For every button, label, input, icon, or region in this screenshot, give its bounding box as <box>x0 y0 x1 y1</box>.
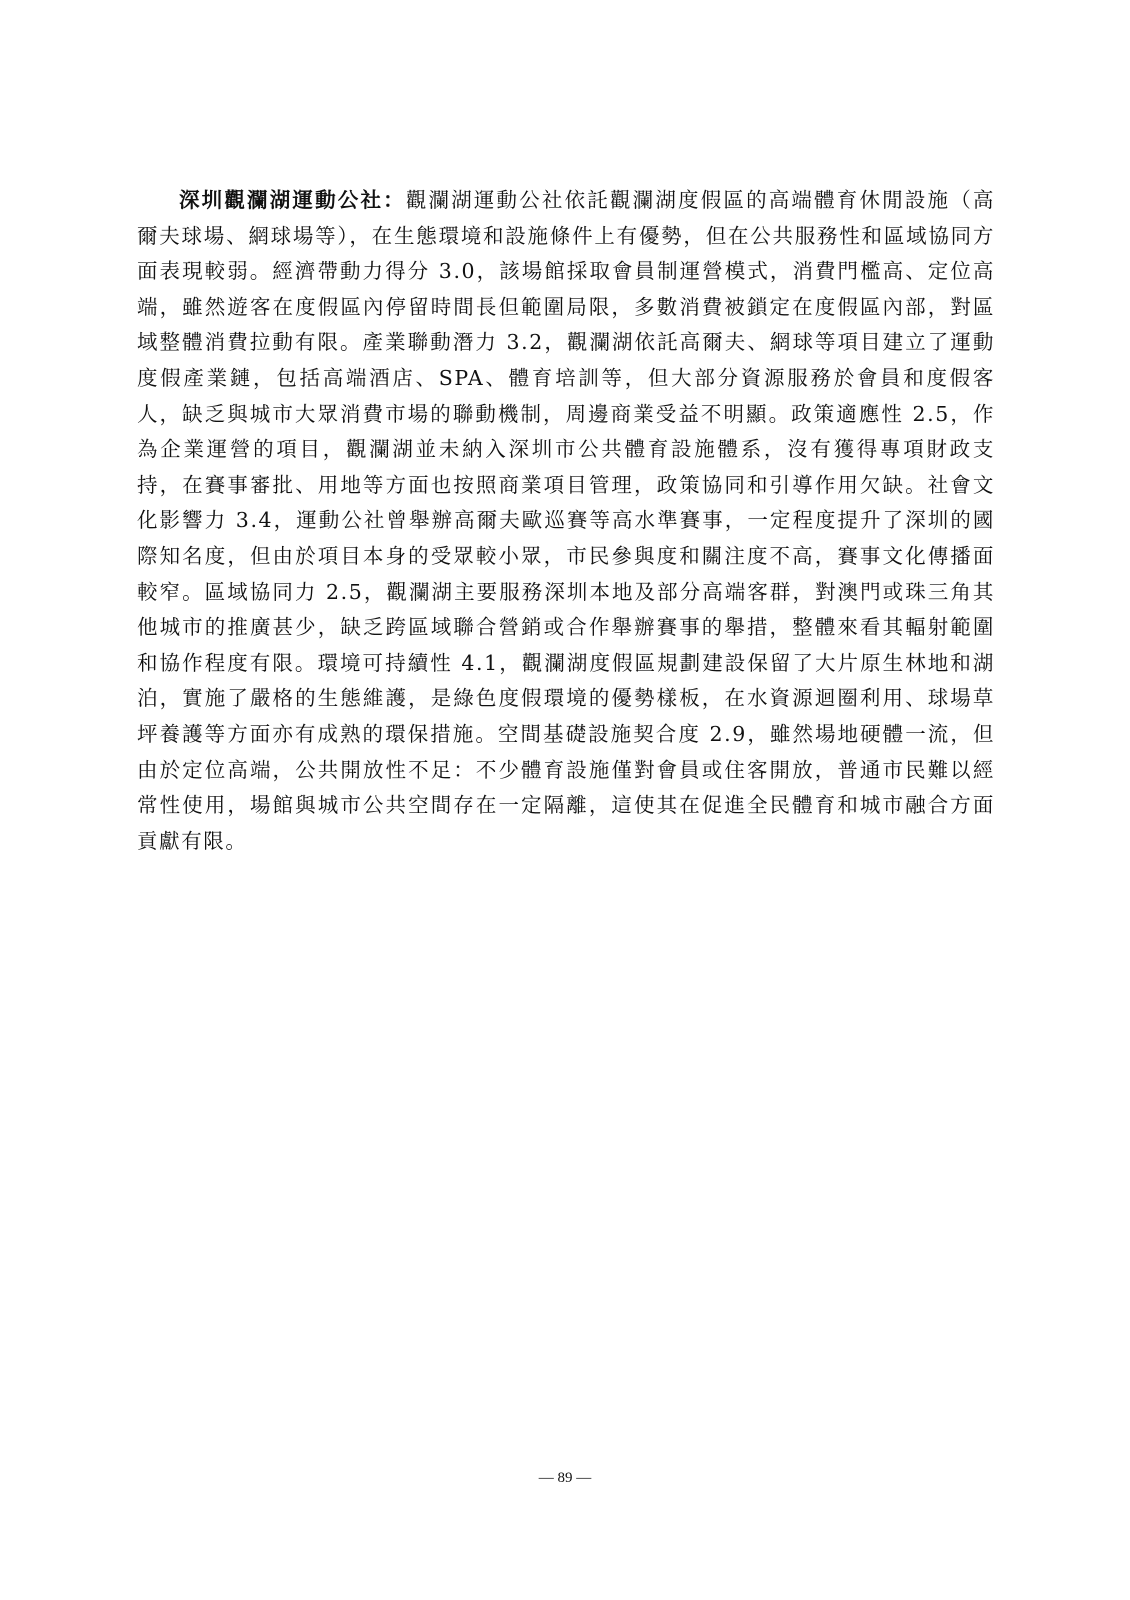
body-paragraph <box>137 183 995 859</box>
page-number: — 89 — <box>538 1470 592 1486</box>
paragraph-body-text: 觀瀾湖運動公社依託觀瀾湖度假區的高端體育休閒設施（高爾夫球場、網球場等），在生態環境和設施條件上有優勢，但在公共服務性和區域協同方面表現較弱。經濟帶動力得分 3.0，該場館採取會員制運營模式，消費門檻高、定位高端，雖然遊客在度假區內停留時間長但範圍局限，多數消費被鎖定在度假區內部，對區域整體消費拉動有限。產業聯動潛力 3.2，觀瀾湖依託高爾夫、網球等項目建立了運動度假產業鏈，包括高端酒店、SPA、體育培訓等，但大部分資源服務於會員和度假客人，缺乏與城市大眾消費市場的聯動機制，周邊商業受益不明顯。政策適應性 2.5，作為企業運營的項目，觀瀾湖並未納入深圳市公共體育設施體系，沒有獲得專項財政支持，在賽事審批、用地等方面也按照商業項目管理，政策協同和引導作用欠缺。社會文化影響力 3.4，運動公社曾舉辦高爾夫歐巡賽等高水準賽事，一定程度提升了深圳的國際知名度，但由於項目本身的受眾較小眾，市民參與度和關注度不高，賽事文化傳播面較窄。區域協同力 2.5，觀瀾湖主要服務深圳本地及部分高端客群，對澳門或珠三角其他城市的推廣甚少，缺乏跨區域聯合營銷或合作舉辦賽事的舉措，整體來看其輻射範圍和協作程度有限。環境可持續性 4.1，觀瀾湖度假區規劃建設保留了大片原生林地和湖泊，實施了嚴格的生態維護，是綠色度假環境的優勢樣板，在水資源迴圈利用、球場草坪養護等方面亦有成熟的環保措施。空間基礎設施契合度 2.9，雖然場地硬體一流，但由於定位高端，公共開放性不足：不少體育設施僅對會員或住客開放，普通市民難以經常性使用，場館與城市公共空間存在一定隔離，這使其在促進全民體育和城市融合方面貢獻有限。 <box>137 188 995 853</box>
paragraph-lead-heading: 深圳觀瀾湖運動公社： <box>179 188 406 212</box>
